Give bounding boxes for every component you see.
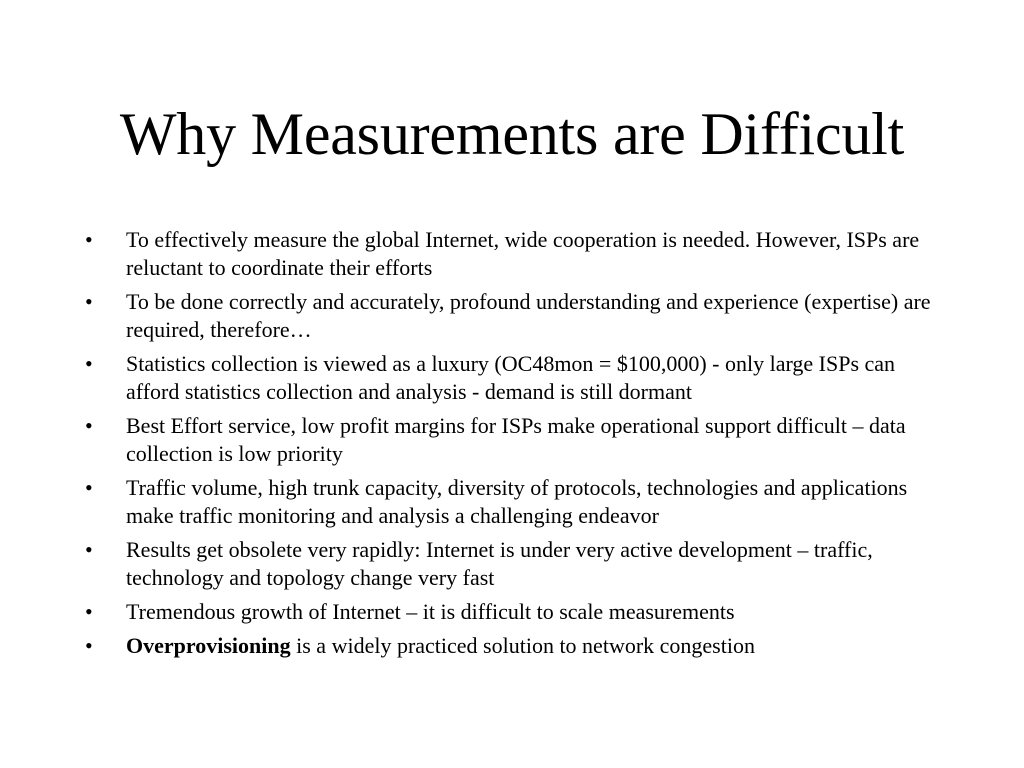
bullet-item [85,598,945,626]
bullet-dot-icon: • [85,413,93,438]
bullet-item [85,632,945,660]
bullet-dot-icon: • [85,633,93,658]
bullet-text [126,633,755,658]
bullet-dot-icon: • [85,351,93,376]
bullet-dot-icon: • [85,537,93,562]
bullet-item [85,288,945,344]
bullet-text: To effectively measure the global Internet, wide cooperation is needed. However, ISPs are reluctant to coordinate their efforts [126,227,920,280]
bullet-text-rest: is a widely practiced solution to network congestion [290,633,755,658]
slide-title: Why Measurements are Difficult [119,101,905,167]
bullet-bold-term: Overprovisioning [126,633,291,658]
bullet-item [85,350,945,406]
bullet-dot-icon: • [85,227,93,252]
bullet-item [85,536,945,592]
bullet-item [85,412,945,468]
bullet-list [85,226,945,666]
bullet-text: Statistics collection is viewed as a luxury (OC48mon = $100,000) - only large ISPs can afford statistics collection and analysis - demand is still dormant [126,351,896,404]
bullet-dot-icon: • [85,475,93,500]
bullet-text: Best Effort service, low profit margins for ISPs make operational support difficult – data collection is low priority [126,413,906,466]
bullet-item [85,226,945,282]
bullet-dot-icon: • [85,599,93,624]
bullet-text: Results get obsolete very rapidly: Internet is under very active development – traffic, technology and topology change very fast [126,537,873,590]
bullet-text: Traffic volume, high trunk capacity, diversity of protocols, technologies and applications make traffic monitoring and analysis a challenging endeavor [126,475,908,528]
bullet-text: Tremendous growth of Internet – it is difficult to scale measurements [126,599,735,624]
bullet-dot-icon: • [85,289,93,314]
bullet-text: To be done correctly and accurately, profound understanding and experience (expertise) are required, therefore… [126,289,931,342]
bullet-item [85,474,945,530]
